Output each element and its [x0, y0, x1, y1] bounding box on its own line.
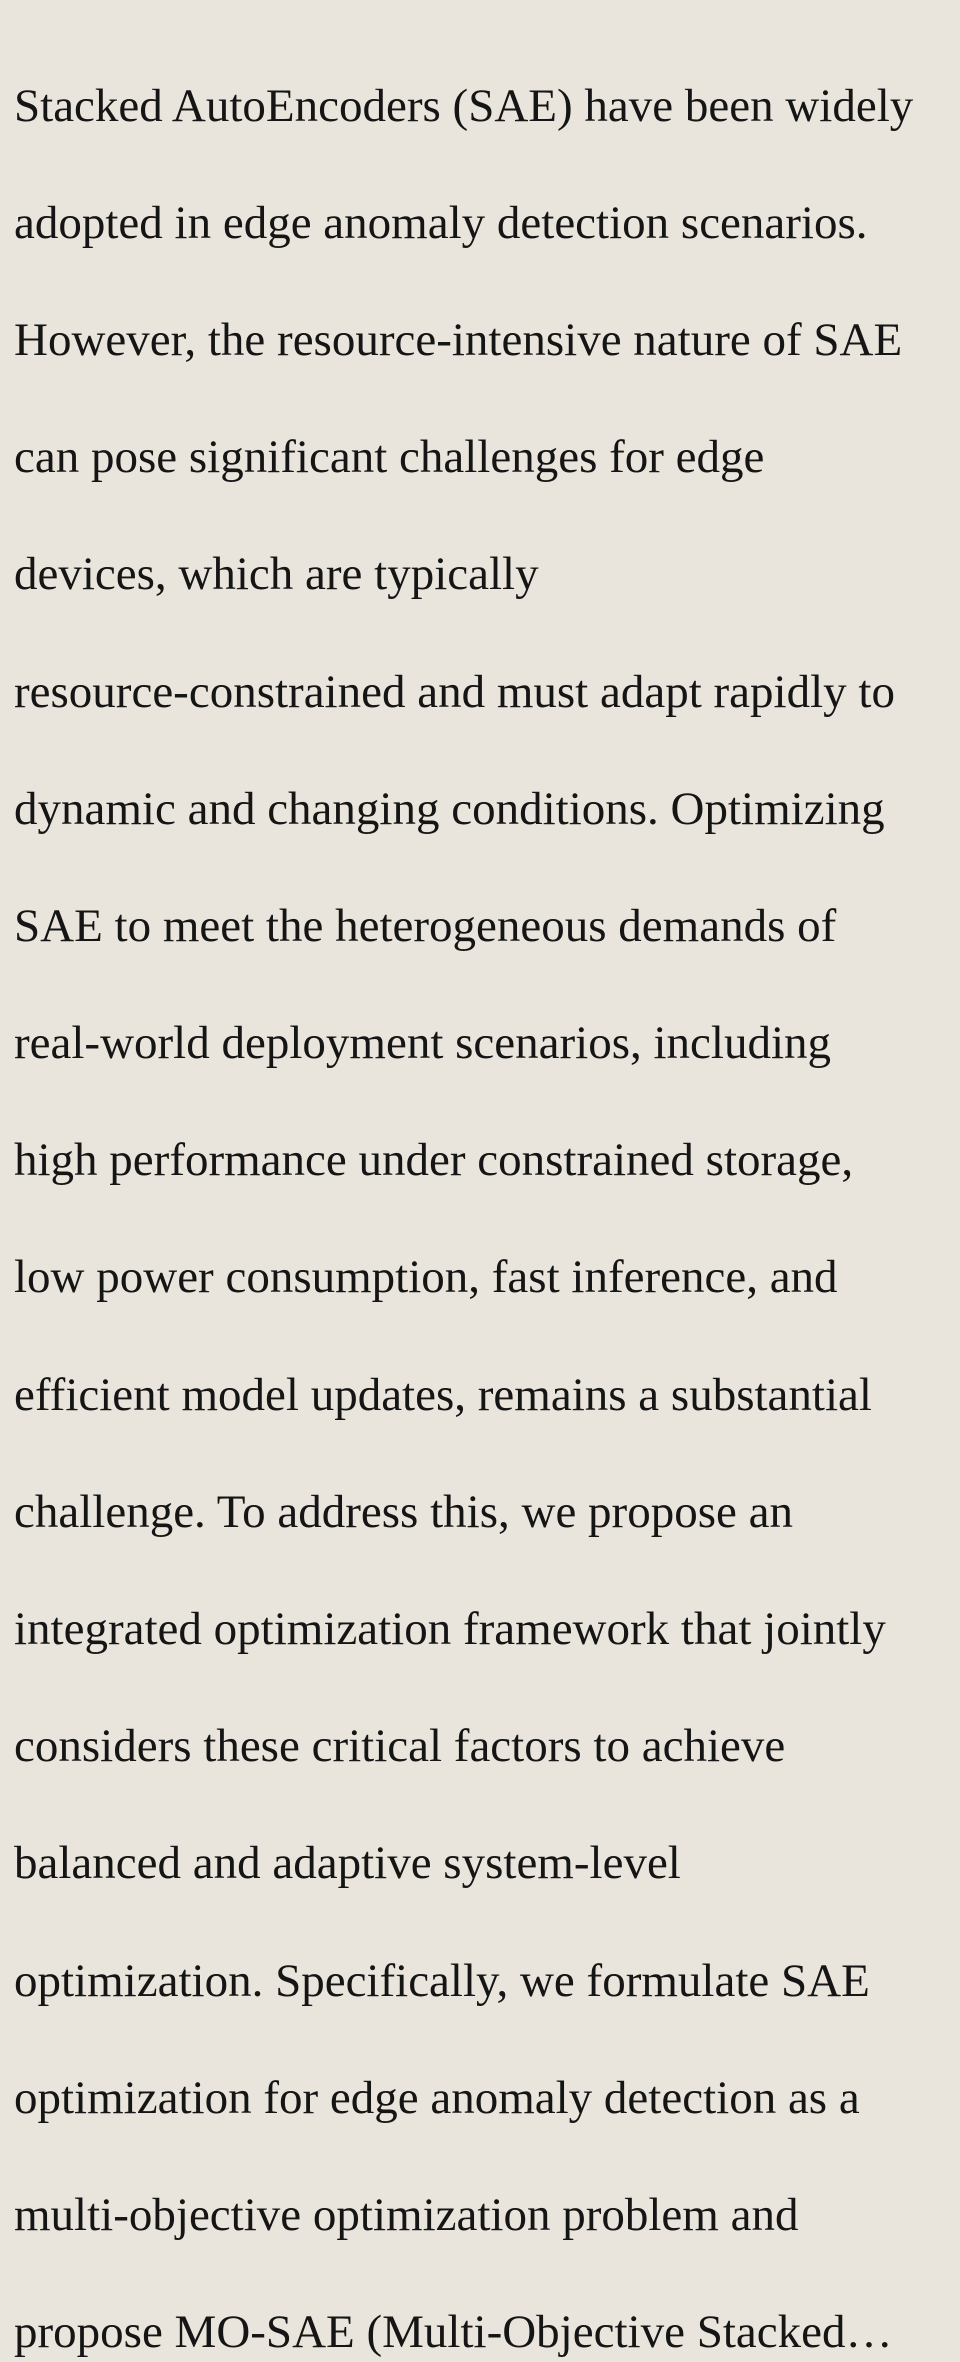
text-line: high performance under constrained storage, — [14, 1134, 854, 1187]
text-line: dynamic and changing conditions. Optimizing — [14, 782, 885, 835]
abstract-text — [14, 18, 946, 2362]
text-line: efficient model updates, remains a substantial — [14, 1368, 872, 1421]
text-line: low power consumption, fast inference, and — [14, 1251, 838, 1304]
text-line: real-world deployment scenarios, including — [14, 1017, 832, 1070]
text-line: resource-constrained and must adapt rapidly to — [14, 665, 895, 718]
text-line: devices, which are typically — [14, 548, 539, 601]
text-line: integrated optimization framework that jointly — [14, 1603, 886, 1656]
text-line: balanced and adaptive system-level — [14, 1837, 681, 1890]
text-line: However, the resource-intensive nature of SAE — [14, 313, 903, 366]
text-line: challenge. To address this, we propose an — [14, 1485, 793, 1538]
text-line: optimization for edge anomaly detection as a — [14, 2071, 860, 2124]
text-line: can pose significant challenges for edge — [14, 431, 765, 484]
text-line: propose MO-SAE (Multi-Objective Stacked… — [14, 2306, 893, 2359]
text-line: considers these critical factors to achieve — [14, 1720, 786, 1773]
text-line: optimization. Specifically, we formulate SAE — [14, 1954, 870, 2007]
text-line: SAE to meet the heterogeneous demands of — [14, 899, 837, 952]
text-line: Stacked AutoEncoders (SAE) have been widely — [14, 79, 914, 132]
text-line: multi-objective optimization problem and — [14, 2188, 799, 2241]
text-line: adopted in edge anomaly detection scenarios. — [14, 196, 868, 249]
